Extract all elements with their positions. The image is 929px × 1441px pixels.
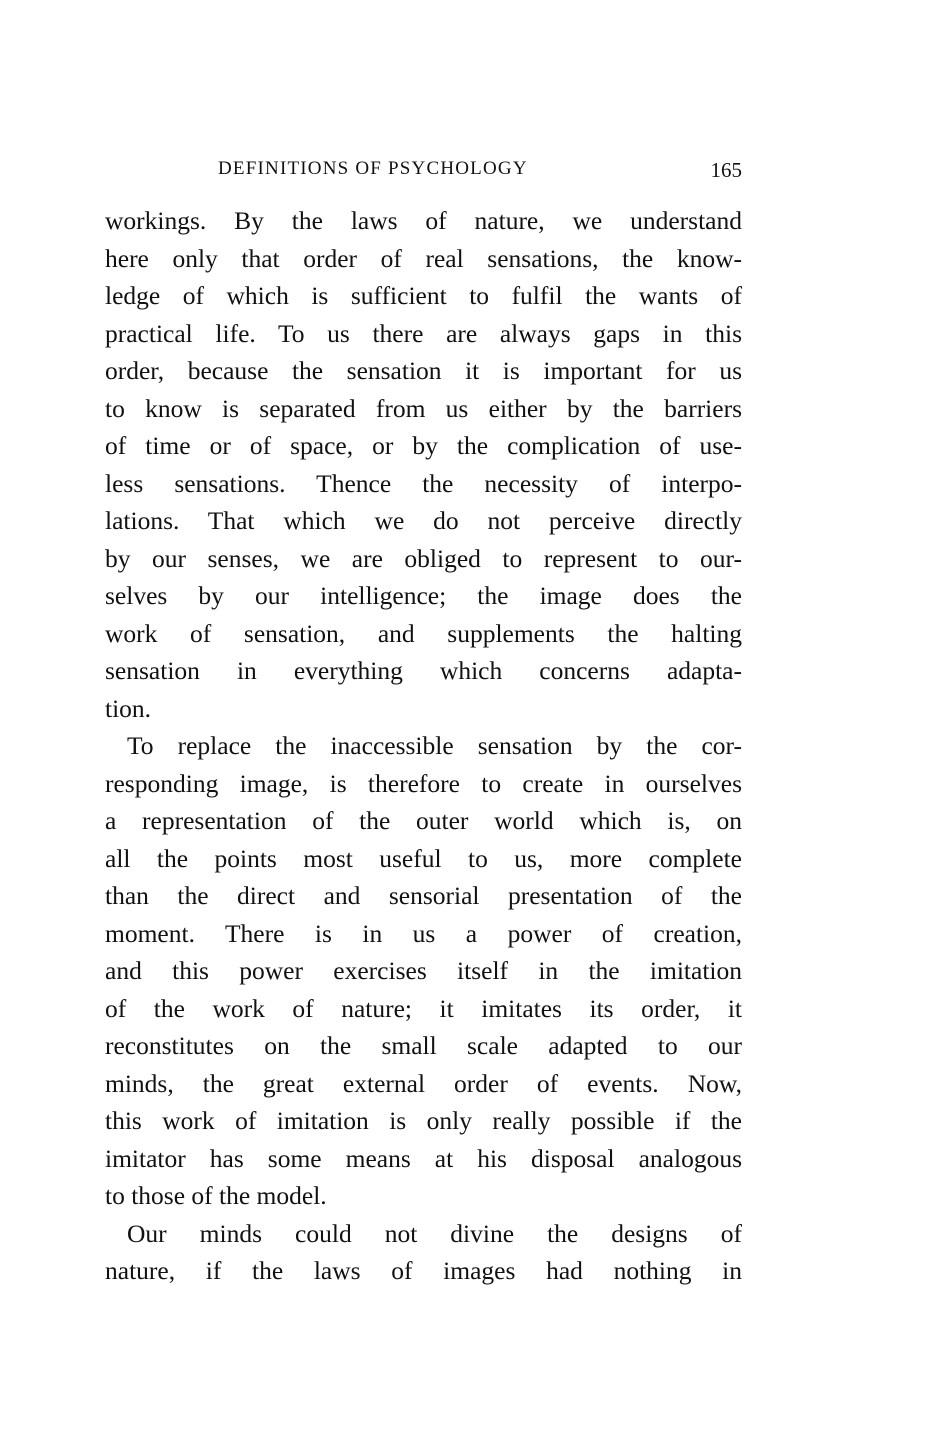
text-line: this work of imitation is only really possible if the	[105, 1106, 742, 1135]
text-line: reconstitutes on the small scale adapted to our	[105, 1031, 742, 1060]
text-line: of time or of space, or by the complication of use-	[105, 431, 742, 460]
text-line: here only that order of real sensations, the know-	[105, 243, 742, 273]
text-line: less sensations. Thence the necessity of interpo-	[105, 468, 742, 498]
text-line: work of sensation, and supplements the halting	[105, 618, 742, 648]
text-line: nature, if the laws of images had nothing in	[105, 1256, 742, 1285]
text-line: tion.	[105, 693, 152, 723]
paragraph	[105, 1215, 742, 1290]
text-line: Our minds could not divine the designs of	[127, 1218, 742, 1248]
text-line: minds, the great external order of events. Now,	[105, 1068, 742, 1098]
text-line: moment. There is in us a power of creation,	[105, 918, 742, 948]
paragraph	[105, 202, 742, 727]
text-line: practical life. To us there are always gaps in this	[105, 318, 742, 348]
page-number: 165	[710, 158, 742, 182]
text-line: ledge of which is sufficient to fulfil the wants of	[105, 281, 742, 310]
text-line: responding image, is therefore to create in ourselves	[105, 768, 742, 798]
text-line: selves by our intelligence; the image does the	[105, 581, 742, 610]
text-line: imitator has some means at his disposal analogous	[105, 1143, 742, 1173]
text-line: sensation in everything which concerns adapta-	[105, 656, 742, 685]
text-line: than the direct and sensorial presentation of the	[105, 881, 742, 910]
text-line: and this power exercises itself in the imitation	[105, 956, 742, 985]
text-line: To replace the inaccessible sensation by the cor-	[127, 731, 742, 760]
text-line: of the work of nature; it imitates its order, it	[105, 993, 742, 1023]
text-line: lations. That which we do not perceive directly	[105, 506, 742, 535]
text-line: order, because the sensation it is important for us	[105, 356, 742, 385]
text-line: all the points most useful to us, more complete	[105, 843, 742, 873]
text-line: workings. By the laws of nature, we understand	[105, 206, 742, 235]
paragraph	[105, 727, 742, 1215]
text-line: by our senses, we are obliged to represent to our-	[105, 543, 742, 573]
page-body	[105, 202, 742, 1290]
running-header	[218, 158, 742, 188]
text-line: to know is separated from us either by the barriers	[105, 393, 742, 423]
running-title: DEFINITIONS OF PSYCHOLOGY	[218, 158, 528, 179]
text-line: a representation of the outer world which is, on	[105, 806, 742, 835]
text-line: to those of the model.	[105, 1181, 327, 1210]
